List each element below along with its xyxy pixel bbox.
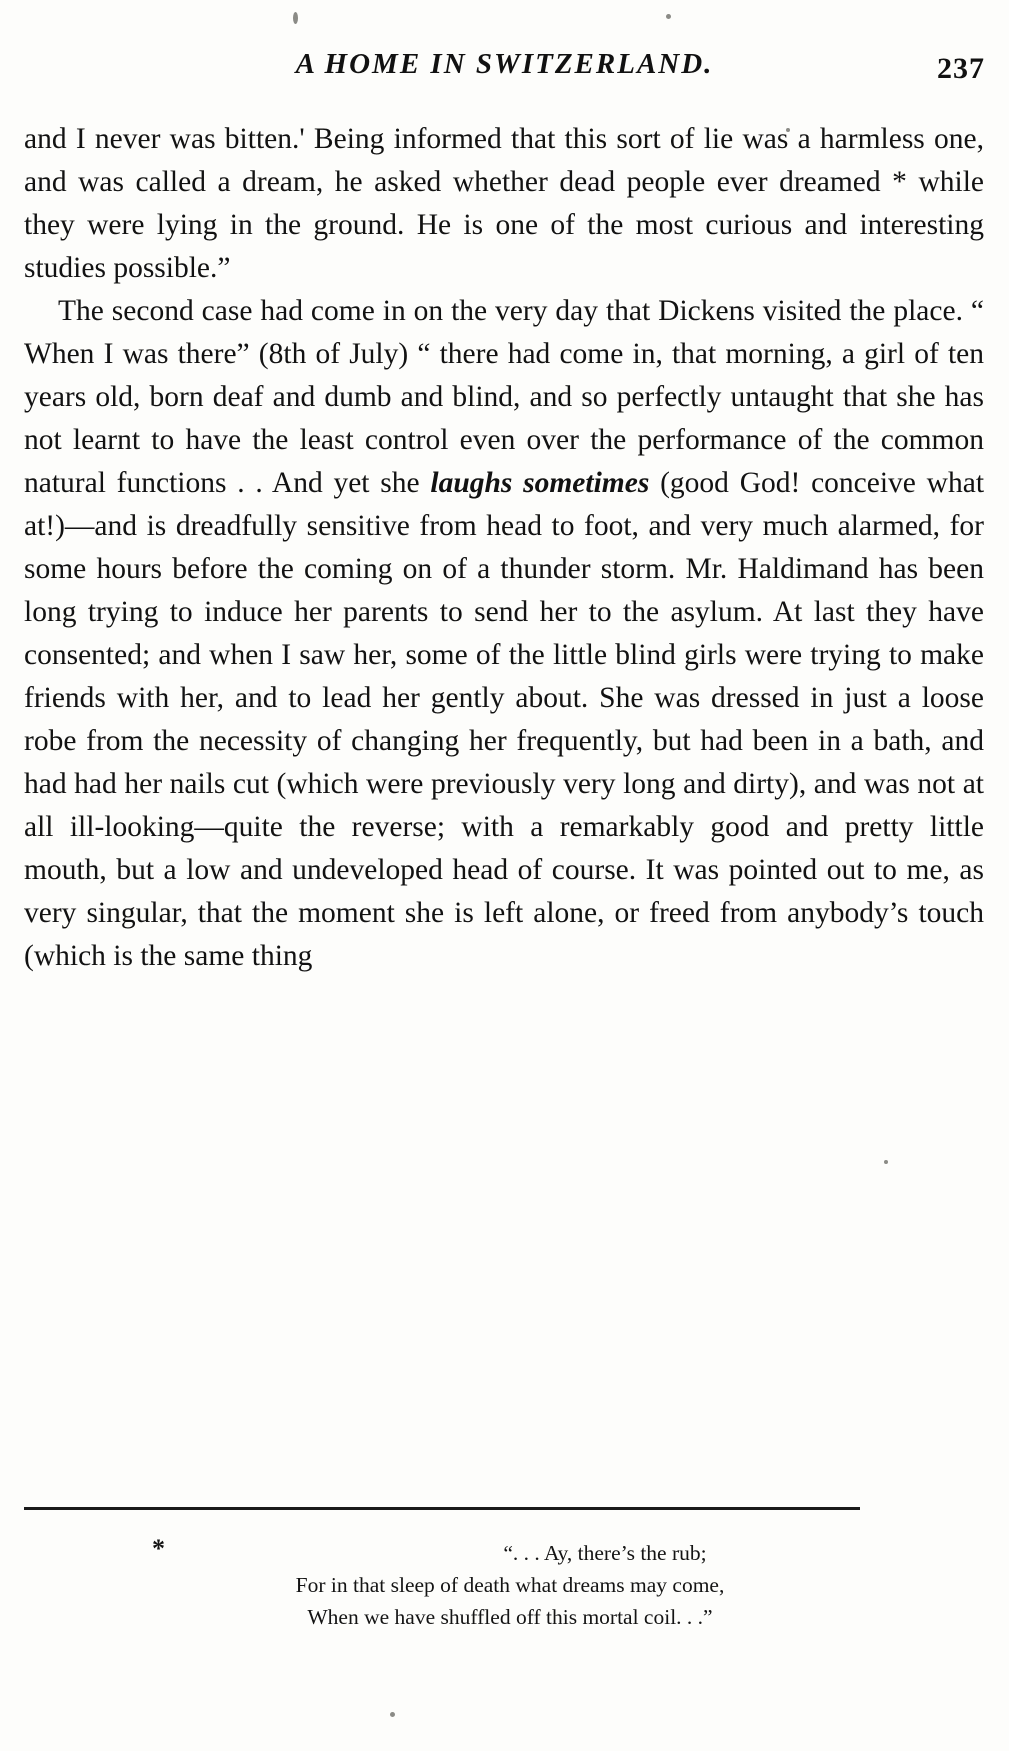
page-speck — [884, 1160, 888, 1164]
running-title: A HOME IN SWITZERLAND. — [295, 48, 714, 80]
page-speck — [390, 1712, 395, 1717]
page-speck — [666, 14, 671, 19]
footnote — [130, 1534, 890, 1633]
footnote-line: When we have shuffled off this mortal coil. . .” — [307, 1605, 713, 1629]
footnote-line: For in that sleep of death what dreams may come, — [295, 1573, 725, 1597]
page-speck — [293, 12, 298, 24]
paragraph: The second case had come in on the very day that Dickens visited the place. “ When I was there” (8th of July) “ there had come in, that morning, a girl of ten years old, born deaf and dumb and blind, and so perfectly untaught that she has not learnt to have the least control even over the performance of the common natural functions . . And yet she laughs sometimes (good God! conceive what at!)—and is dreadfully sensitive from head to foot, and very much alarmed, for some hours before the coming on of a thunder storm. Mr. Haldimand has been long trying to induce her parents to send her to the asylum. At last they have consented; and when I saw her, some of the little blind girls were trying to make friends with her, and to lead her gently about. She was dressed in just a loose robe from the necessity of changing her frequently, but had been in a bath, and had had her nails cut (which were previously very long and dirty), and was not at all ill-looking—quite the reverse; with a remarkably good and pretty little mouth, but a low and undeveloped head of course. It was pointed out to me, as very singular, that the moment she is left alone, or freed from anybody’s touch (which is the same thing — [24, 295, 985, 972]
footnote-line-text: “. . . Ay, there’s the rub; — [503, 1541, 707, 1565]
footnote-line — [130, 1534, 890, 1569]
page-number: 237 — [937, 52, 985, 85]
body-text — [24, 118, 984, 978]
footnote-divider — [24, 1507, 860, 1510]
paragraph: and I never was bitten.' Being informed that this sort of lie was a harmless one, and was called a dream, he asked whether dead people ever dreamed * while they were lying in the ground. He is one of the most curious and interesting studies possible.” — [24, 123, 984, 284]
footnote-marker: * — [152, 1534, 165, 1563]
page-header — [0, 48, 1009, 94]
